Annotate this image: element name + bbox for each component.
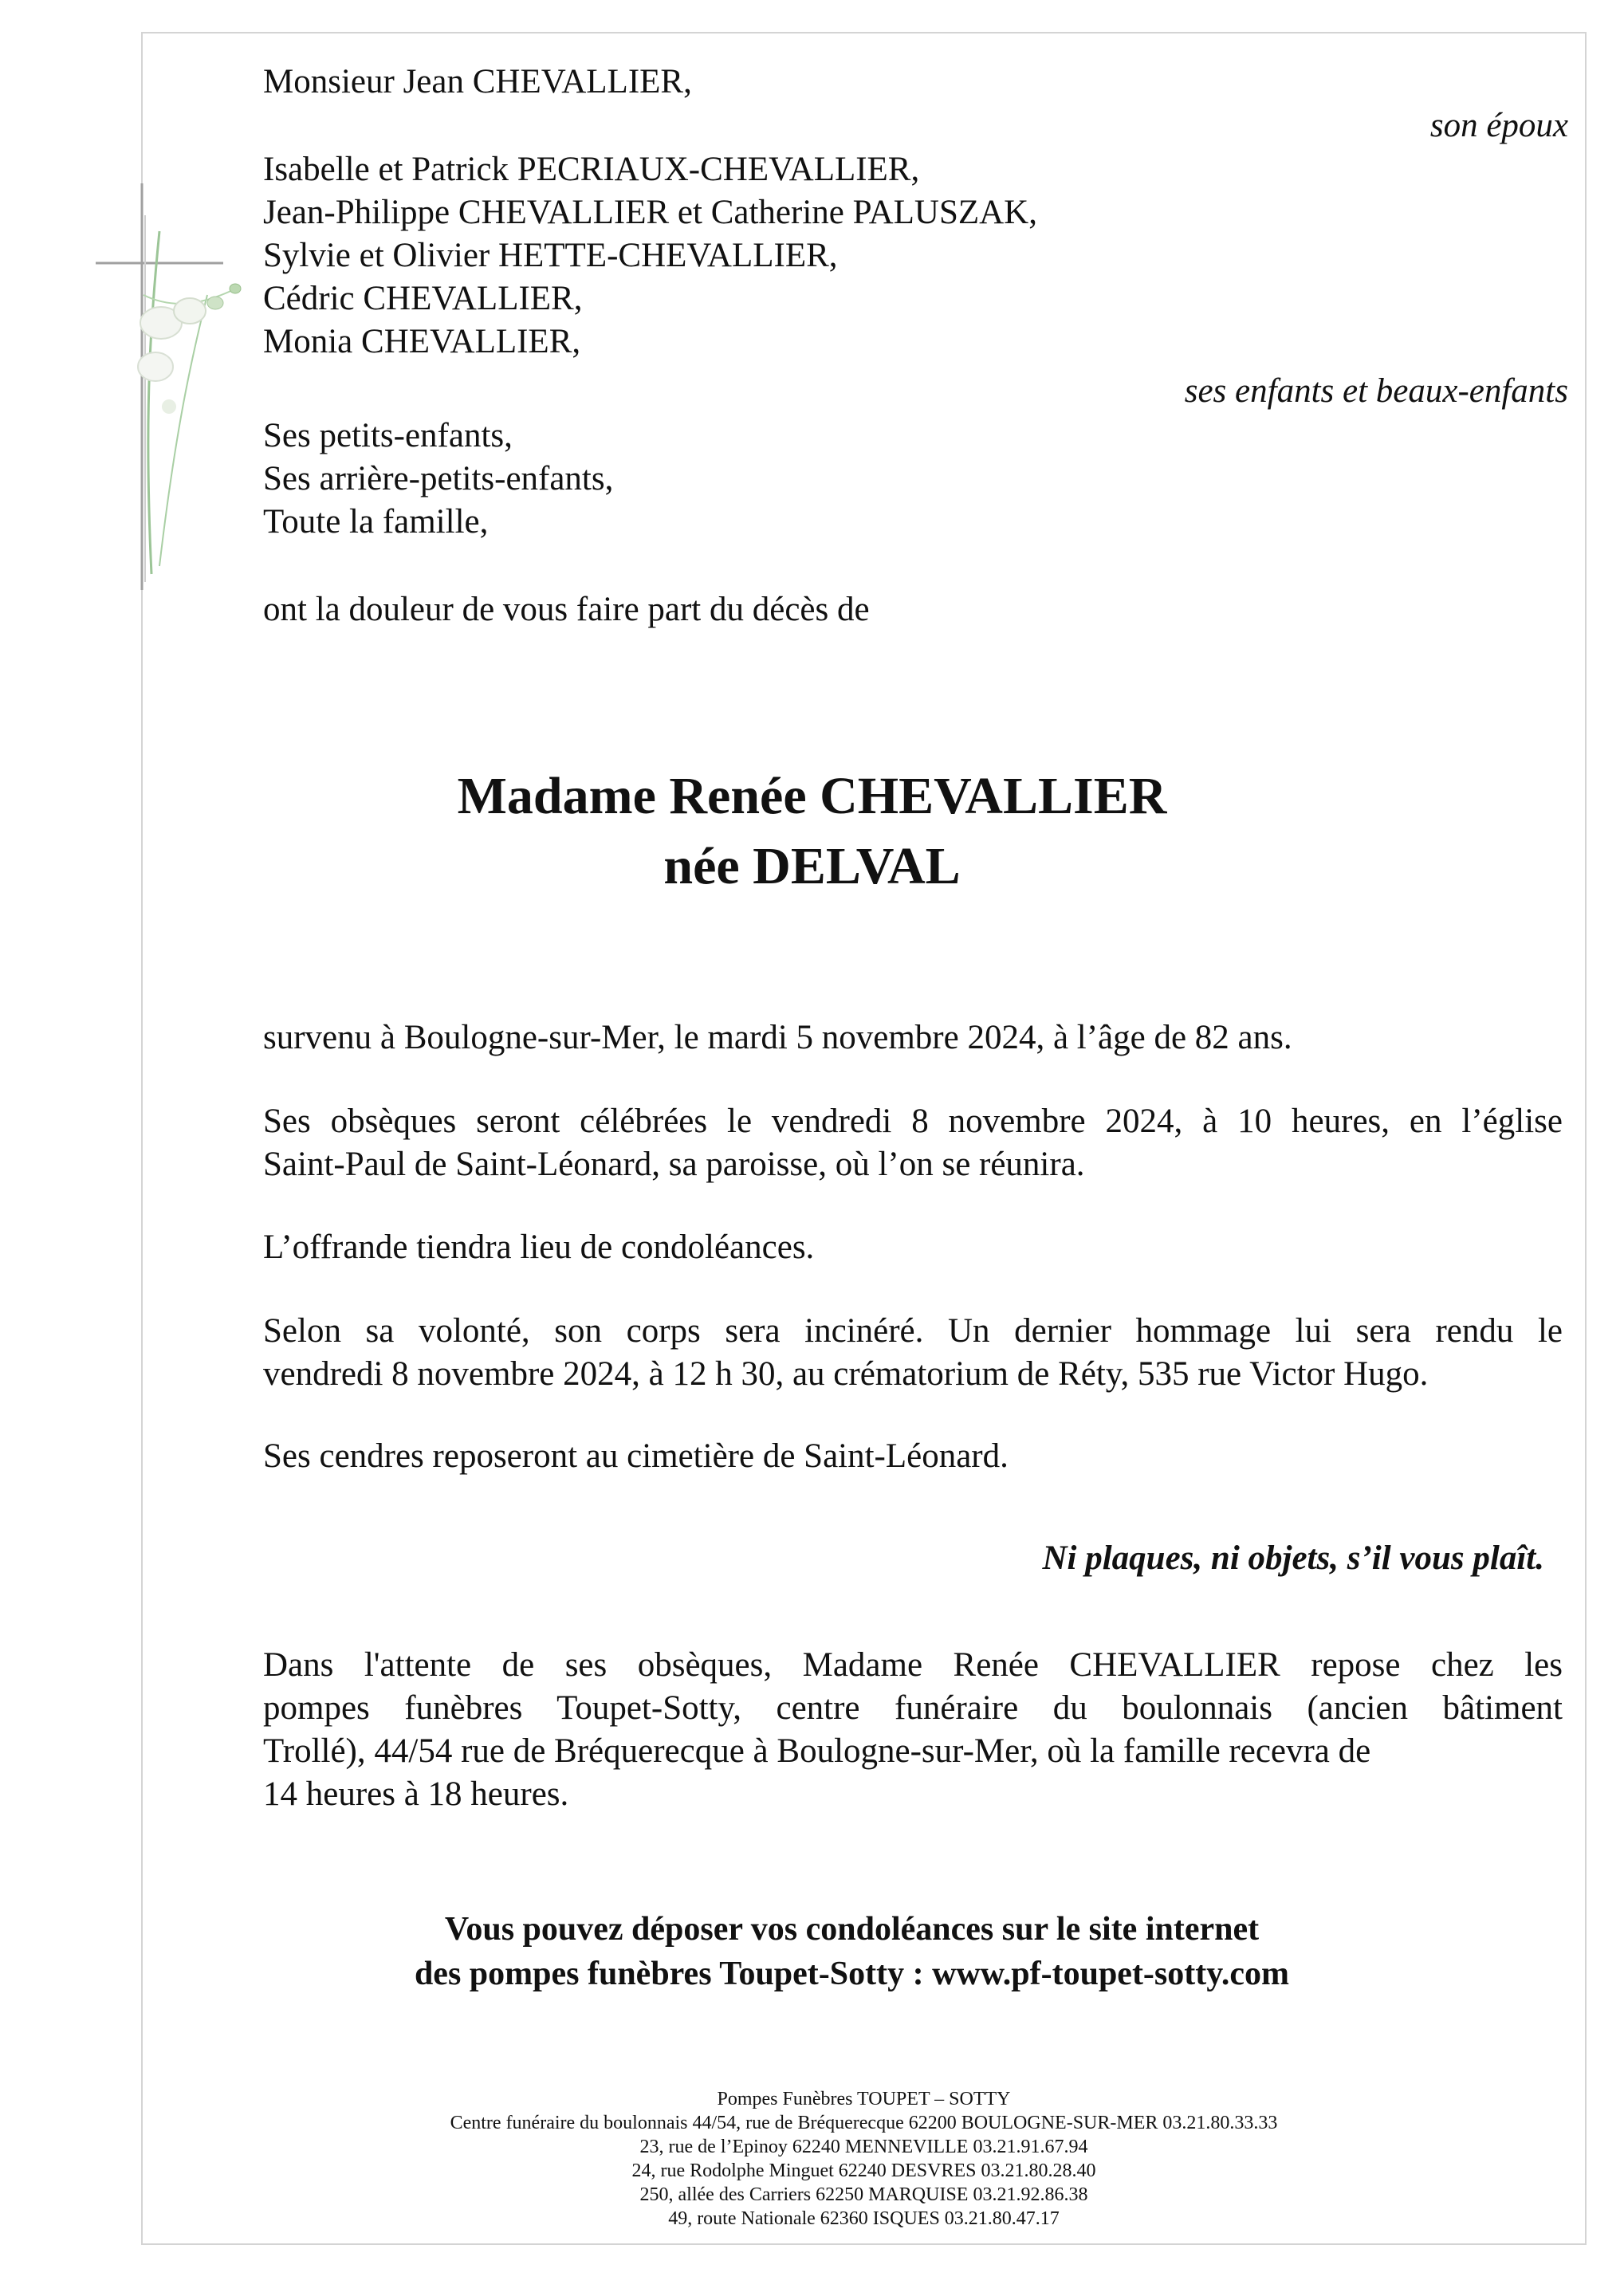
footer-line-2: Centre funéraire du boulonnais 44/54, rue de Bréquerecque 62200 BOULOGNE-SUR-MER 03.21.80.33.33 bbox=[450, 2113, 1278, 2133]
website-notice bbox=[0, 1907, 1624, 1996]
children-role: ses enfants et beaux-enfants bbox=[1184, 372, 1568, 410]
rest-paragraph bbox=[263, 1644, 1563, 1816]
spouse-role: son époux bbox=[1429, 107, 1568, 144]
footer-line-1: Pompes Funèbres TOUPET – SOTTY bbox=[717, 2089, 1011, 2109]
spouse-name: Monsieur Jean CHEVALLIER, bbox=[263, 63, 692, 100]
child-line-1: Isabelle et Patrick PECRIAUX-CHEVALLIER, bbox=[263, 151, 920, 188]
deceased-name: Madame Renée CHEVALLIER bbox=[457, 767, 1167, 825]
no-plaques-notice: Ni plaques, ni objets, s’il vous plaît. bbox=[1042, 1539, 1544, 1577]
death-paragraph: survenu à Boulogne-sur-Mer, le mardi 5 novembre 2024, à l’âge de 82 ans. bbox=[263, 1019, 1292, 1056]
footer-line-6: 49, route Nationale 62360 ISQUES 03.21.80.47.17 bbox=[668, 2208, 1060, 2229]
ashes-paragraph: Ses cendres reposeront au cimetière de Saint-Léonard. bbox=[263, 1437, 1009, 1475]
deceased-maiden-name: née DELVAL bbox=[663, 837, 961, 895]
funeral-home-footer bbox=[141, 2087, 1587, 2231]
funeral-line-1: Ses obsèques seront célébrées le vendredi 8 novembre 2024, à 10 heures, en l’église bbox=[263, 1103, 1563, 1140]
announcement-line: ont la douleur de vous faire part du décès de bbox=[263, 591, 870, 628]
rest-line-4: 14 heures à 18 heures. bbox=[263, 1775, 569, 1813]
rest-line-3: Trollé), 44/54 rue de Bréquerecque à Boulogne-sur-Mer, où la famille recevra de bbox=[263, 1732, 1371, 1770]
whole-family-line: Toute la famille, bbox=[263, 503, 489, 541]
cremation-line-1: Selon sa volonté, son corps sera incinéré. Un dernier hommage lui sera rendu le bbox=[263, 1312, 1563, 1350]
offering-paragraph: L’offrande tiendra lieu de condoléances. bbox=[263, 1229, 815, 1266]
great-grandchildren-line: Ses arrière-petits-enfants, bbox=[263, 460, 614, 497]
rest-line-1: Dans l'attente de ses obsèques, Madame Renée CHEVALLIER repose chez les bbox=[263, 1646, 1563, 1684]
cross-orchid-icon bbox=[96, 167, 255, 598]
footer-line-3: 23, rue de l’Epinoy 62240 MENNEVILLE 03.21.91.67.94 bbox=[639, 2137, 1088, 2157]
child-line-3: Sylvie et Olivier HETTE-CHEVALLIER, bbox=[263, 237, 838, 274]
website-line-1: Vous pouvez déposer vos condoléances sur le site internet bbox=[444, 1911, 1260, 1948]
rest-line-2: pompes funèbres Toupet-Sotty, centre funéraire du boulonnais (ancien bâtiment bbox=[263, 1689, 1563, 1727]
child-line-2: Jean-Philippe CHEVALLIER et Catherine PALUSZAK, bbox=[263, 194, 1037, 231]
child-line-5: Monia CHEVALLIER, bbox=[263, 323, 581, 360]
cremation-line-2: vendredi 8 novembre 2024, à 12 h 30, au crématorium de Réty, 535 rue Victor Hugo. bbox=[263, 1355, 1429, 1393]
grandchildren-line: Ses petits-enfants, bbox=[263, 417, 513, 454]
footer-line-4: 24, rue Rodolphe Minguet 62240 DESVRES 03.21.80.28.40 bbox=[631, 2160, 1096, 2181]
child-line-4: Cédric CHEVALLIER, bbox=[263, 280, 583, 317]
funeral-paragraph bbox=[263, 1100, 1563, 1186]
footer-line-5: 250, allée des Carriers 62250 MARQUISE 03.21.92.86.38 bbox=[639, 2184, 1088, 2205]
cremation-paragraph bbox=[263, 1310, 1563, 1396]
funeral-line-2: Saint-Paul de Saint-Léonard, sa paroisse, où l’on se réunira. bbox=[263, 1146, 1085, 1183]
website-line-2[interactable]: des pompes funèbres Toupet-Sotty : www.pf-toupet-sotty.com bbox=[414, 1956, 1290, 1992]
